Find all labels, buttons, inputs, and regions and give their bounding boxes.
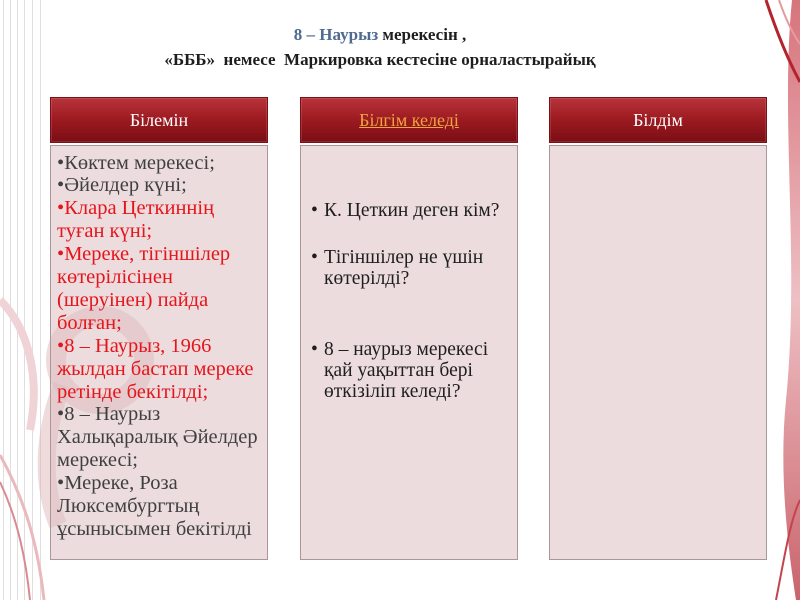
list-item: [57, 403, 264, 472]
list-item-line: • 8 – Наурыз, 1966: [57, 335, 264, 358]
column-header-label: Білемін: [129, 110, 189, 130]
list-item: [311, 247, 514, 289]
list-item-line: болған;: [57, 311, 122, 334]
list-item-line: жылдан бастап мереке: [57, 357, 254, 380]
column-body-want-to-know: [300, 145, 518, 560]
list-item-line: • Тігіншілер не үшін: [324, 247, 514, 268]
slide-title: [80, 22, 680, 72]
list-item-line: ретінде бекітілді;: [57, 380, 209, 403]
column-header-label: Білдім: [633, 110, 683, 130]
list-item: [57, 472, 264, 541]
list-item-line: • Әйелдер күні;: [57, 174, 264, 197]
column-want-to-know: [300, 97, 518, 560]
list-item-line: • К. Цеткин деген кім?: [324, 200, 514, 221]
column-header-know: [50, 97, 268, 143]
list-item-line: • 8 – наурыз мерекесі: [324, 339, 514, 360]
decor-curve: [0, 455, 44, 600]
list-item: [311, 339, 514, 402]
list-item-line: Люксембургтың: [57, 495, 200, 518]
list-item-line: (шеруінен) пайда: [57, 288, 209, 311]
list-item-line: • Мереке, тігіншілер: [57, 243, 264, 266]
column-header-link[interactable]: Білгім келеді: [359, 110, 459, 130]
list-item-line: • Көктем мерекесі;: [57, 152, 264, 175]
list-item: [57, 243, 264, 335]
column-body-know: [50, 145, 268, 560]
list-item: [57, 174, 264, 197]
list-item-line: • Клара Цеткиннің: [57, 197, 264, 220]
decor-curve: [0, 482, 30, 600]
list-item-line: өткізіліп келеді?: [324, 380, 461, 402]
column-header-learned: [549, 97, 767, 143]
title-holiday: мерекесін ,: [382, 25, 467, 44]
list-item-line: • Мереке, Роза: [57, 472, 264, 495]
list-item-line: • 8 – Наурыз: [57, 403, 264, 426]
list-item-line: көтерілді?: [324, 267, 410, 289]
list-item-line: мерекесі;: [57, 449, 138, 472]
column-body-learned: [549, 145, 767, 560]
left-vertical-lines: [4, 0, 41, 600]
title-line-1: [80, 22, 680, 47]
list-item-line: туған күні;: [57, 220, 153, 243]
list-item: [57, 152, 264, 175]
title-date: 8 – Наурыз: [293, 25, 379, 44]
list-item-line: көтерілісінен: [57, 266, 173, 289]
list-item-line: Халықаралық Әйелдер: [57, 426, 258, 449]
column-learned: [549, 97, 767, 560]
decor-right-swoosh: [783, 0, 800, 600]
title-line-2: «БББ» немесе Маркировка кестесіне орналастырайық: [164, 50, 596, 69]
list-item-line: қай уақыттан бері: [324, 359, 473, 381]
decor-curve: [0, 300, 34, 430]
list-item: [57, 335, 264, 404]
list-item: [57, 197, 264, 243]
list-item-line: ұсынысымен бекітілді: [57, 518, 252, 540]
column-know: [50, 97, 268, 560]
list-item: [311, 200, 514, 221]
column-header-want-to-know: [300, 97, 518, 143]
